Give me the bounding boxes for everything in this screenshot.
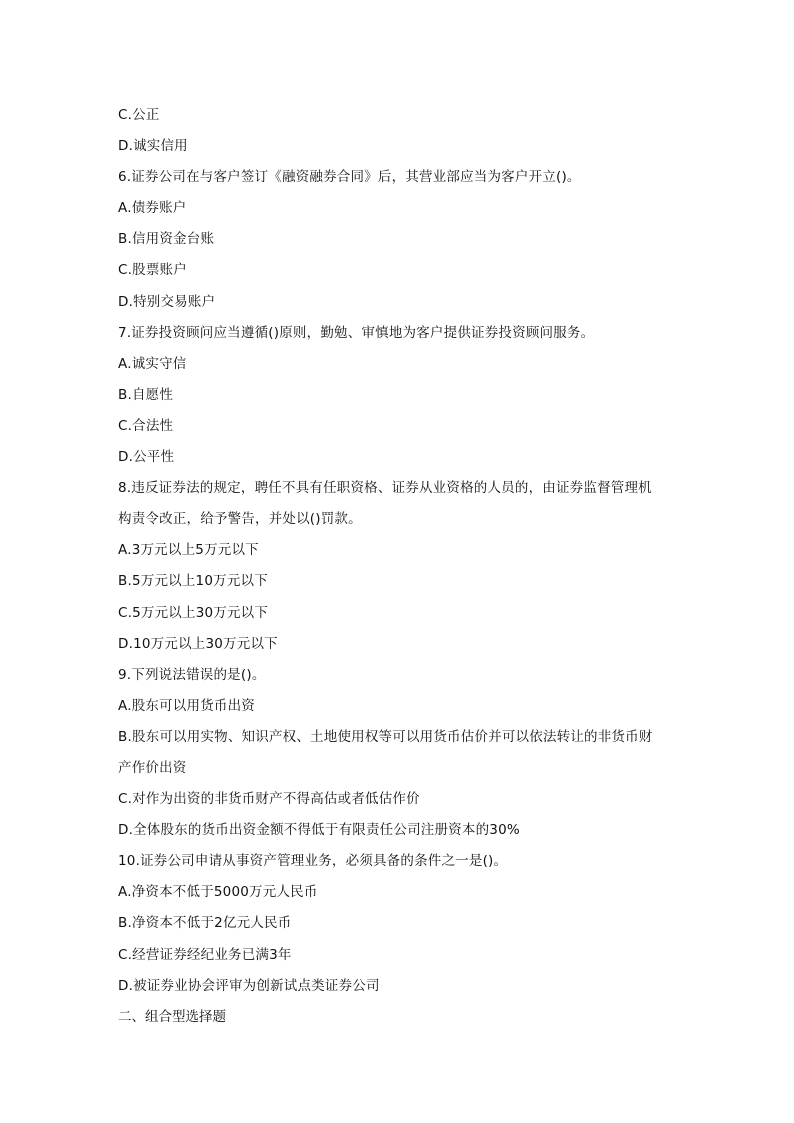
option-a-q10: A.净资本不低于5000万元人民币 bbox=[118, 884, 318, 901]
question-6: 6.证券公司在与客户签订《融资融券合同》后，其营业部应当为客户开立()。 bbox=[118, 169, 581, 186]
option-b-q9-line-1: B.股东可以用实物、知识产权、土地使用权等可以用货币估价并可以依法转让的非货币财 bbox=[118, 728, 653, 745]
option-d-q9: D.全体股东的货币出资金额不得低于有限责任公司注册资本的30% bbox=[118, 822, 520, 839]
question-8-line-2: 构责令改正，给予警告，并处以()罚款。 bbox=[118, 511, 362, 528]
option-d-q5: D.诚实信用 bbox=[118, 138, 188, 155]
section-heading: 二、组合型选择题 bbox=[118, 1008, 226, 1025]
option-c-q10: C.经营证券经纪业务已满3年 bbox=[118, 946, 292, 963]
option-a-q7: A.诚实守信 bbox=[118, 355, 187, 372]
option-d-q6: D.特别交易账户 bbox=[118, 293, 216, 310]
option-b-q9-line-2: 产作价出资 bbox=[118, 759, 187, 776]
option-a-q6: A.债券账户 bbox=[118, 200, 187, 217]
option-b-q6: B.信用资金台账 bbox=[118, 231, 215, 248]
option-b-q8: B.5万元以上10万元以下 bbox=[118, 573, 268, 590]
question-7: 7.证券投资顾问应当遵循()原则，勤勉、审慎地为客户提供证券投资顾问服务。 bbox=[118, 324, 595, 341]
question-10: 10.证券公司申请从事资产管理业务，必须具备的条件之一是()。 bbox=[118, 853, 508, 870]
question-8-line-1: 8.违反证券法的规定，聘任不具有任职资格、证券从业资格的人员的，由证券监督管理机 bbox=[118, 480, 652, 497]
question-9: 9.下列说法错误的是()。 bbox=[118, 666, 266, 683]
option-a-q9: A.股东可以用货币出资 bbox=[118, 697, 255, 714]
option-c-q9: C.对作为出资的非货币财产不得高估或者低估作价 bbox=[118, 791, 420, 808]
option-b-q7: B.自愿性 bbox=[118, 386, 174, 403]
option-d-q10: D.被证券业协会评审为创新试点类证券公司 bbox=[118, 977, 380, 994]
document-page bbox=[118, 100, 688, 1033]
option-c-q7: C.合法性 bbox=[118, 417, 174, 434]
option-c-q8: C.5万元以上30万元以下 bbox=[118, 604, 269, 621]
option-d-q8: D.10万元以上30万元以下 bbox=[118, 635, 278, 652]
option-a-q8: A.3万元以上5万元以下 bbox=[118, 542, 259, 559]
option-c-q5: C.公正 bbox=[118, 107, 160, 123]
option-d-q7: D.公平性 bbox=[118, 449, 175, 466]
option-c-q6: C.股票账户 bbox=[118, 262, 187, 279]
option-b-q10: B.净资本不低于2亿元人民币 bbox=[118, 915, 292, 932]
